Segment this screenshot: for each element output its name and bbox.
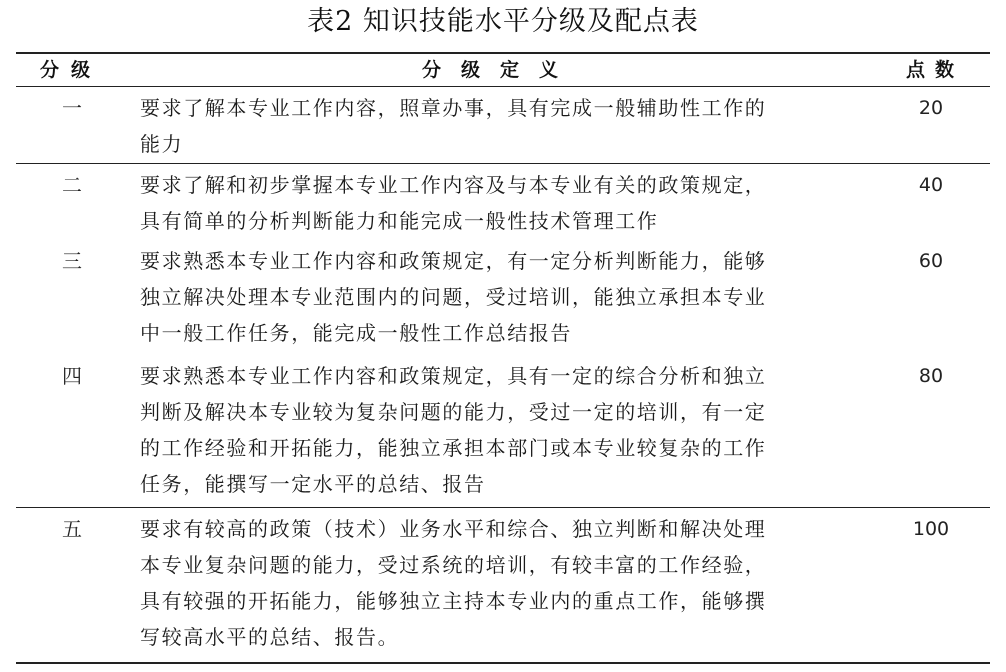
header-level: 分级 [40,59,103,81]
row-definition [140,358,880,502]
definition-line: 独立解决处理本专业范围内的问题，受过培训，能独立承担本专业 [140,285,767,309]
definition-line: 具有简单的分析判断能力和能完成一般性技术管理工作 [140,209,659,233]
definition-line: 要求了解和初步掌握本专业工作内容及与本专业有关的政策规定， [140,173,767,197]
row-divider [16,163,990,164]
row-definition [140,243,880,351]
table-title: 表2 知识技能水平分级及配点表 [307,6,699,37]
row-points: 60 [918,250,944,272]
header-points: 点数 [905,59,964,81]
row-definition [140,90,880,162]
row-points: 20 [918,97,944,119]
definition-line: 本专业复杂问题的能力，受过系统的培训，有较丰富的工作经验， [140,553,767,577]
row-definition [140,511,880,655]
definition-line: 的工作经验和开拓能力，能独立承担本部门或本专业较复杂的工作 [140,436,767,460]
definition-line: 写较高水平的总结、报告。 [140,625,400,649]
row-points: 40 [918,174,944,196]
definition-line: 要求熟悉本专业工作内容和政策规定，有一定分析判断能力，能够 [140,249,767,273]
definition-line: 中一般工作任务，能完成一般性工作总结报告 [140,321,572,345]
definition-line: 能力 [140,132,184,156]
row-level: 四 [62,364,82,388]
row-level: 三 [62,249,82,273]
top-rule [16,52,990,54]
row-level: 五 [62,517,82,541]
definition-line: 判断及解决本专业较为复杂问题的能力，受过一定的培训，有一定 [140,400,767,424]
header-definition: 分级定义 [421,59,578,81]
definition-line: 要求有较高的政策（技术）业务水平和综合、独立判断和解决处理 [140,517,767,541]
definition-line: 具有较强的开拓能力，能够独立主持本专业内的重点工作，能够撰 [140,589,767,613]
definition-line: 任务，能撰写一定水平的总结、报告 [140,472,486,496]
row-definition [140,167,880,239]
definition-line: 要求了解本专业工作内容，照章办事，具有完成一般辅助性工作的 [140,96,767,120]
header-rule [16,86,990,87]
row-level: 一 [62,96,82,120]
row-level: 二 [62,173,82,197]
row-points: 100 [912,518,950,540]
bottom-rule [16,662,990,664]
row-points: 80 [918,365,944,387]
definition-line: 要求熟悉本专业工作内容和政策规定，具有一定的综合分析和独立 [140,364,767,388]
row-divider [16,507,990,508]
